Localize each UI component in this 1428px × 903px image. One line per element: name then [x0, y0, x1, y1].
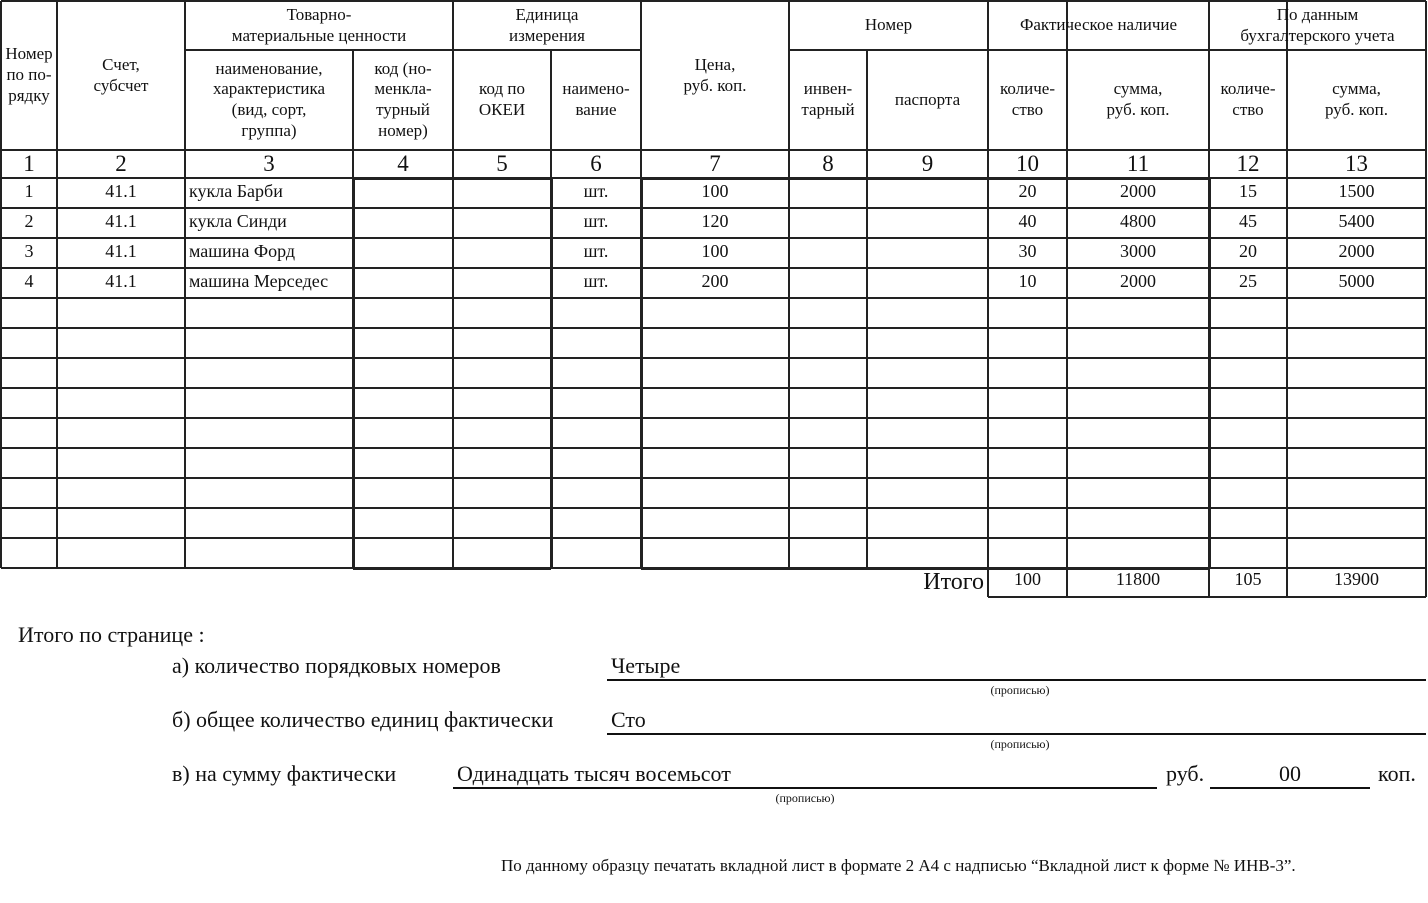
kop-underline [1210, 787, 1370, 789]
table-cell: 100 [701, 241, 729, 262]
header-book-sum: сумма, руб. коп. [1325, 79, 1388, 119]
row-line [1, 327, 1426, 328]
row-line [1, 507, 1426, 508]
column-number: 12 [1236, 150, 1260, 176]
header-group-number: Номер [864, 15, 913, 35]
table-cell: 20 [1018, 181, 1037, 202]
column-number: 6 [590, 150, 602, 176]
unit-count-label: б) общее количество единиц фактически [172, 707, 554, 732]
table-cell: 5400 [1338, 211, 1375, 232]
print-note: По данному образцу печатать вкладной лист в формате 2 А4 с надписью “Вкладной лист к форме № ИНВ-3”. [501, 856, 1296, 875]
table-cell: кукла Синди [189, 211, 287, 232]
table-cell: 40 [1018, 211, 1037, 232]
header-inventory: инвен- тарный [801, 79, 855, 119]
table-cell: 120 [701, 211, 729, 232]
table-cell: 3000 [1120, 241, 1156, 262]
table-cell: 200 [701, 271, 729, 292]
header-book-qty: количе- ство [1220, 79, 1276, 119]
column-number: 5 [496, 150, 508, 176]
row-line [1, 537, 1426, 538]
table-cell: 1 [24, 181, 34, 202]
row-line [1, 417, 1426, 418]
column-number: 10 [1016, 150, 1039, 176]
kop-label: коп. [1378, 761, 1416, 786]
actual-sum-hint: (прописью) [775, 791, 835, 805]
table-cell: 4800 [1120, 211, 1156, 232]
row-line [1, 477, 1426, 478]
table-cell: 4 [24, 271, 34, 292]
column-number: 7 [709, 150, 721, 176]
unit-count-value: Сто [611, 707, 646, 732]
header-code: код (но- менкла- турный номер) [374, 58, 432, 140]
table-cell: кукла Барби [189, 181, 283, 202]
actual-sum-underline [453, 787, 1157, 789]
unit-count-underline [607, 733, 1426, 735]
actual-sum-value: Одинадцать тысяч восемьсот [457, 761, 731, 786]
column-number: 13 [1345, 150, 1368, 176]
table-cell: 100 [701, 181, 729, 202]
thick-box-values [1208, 178, 1211, 568]
table-cell: 30 [1018, 241, 1037, 262]
header-group-tmc: Товарно- материальные ценности [231, 4, 407, 45]
totals-bottom-line [988, 596, 1426, 597]
thick-box-codes [550, 178, 553, 568]
header-actual-qty: количе- ство [999, 79, 1055, 119]
header-price: Цена, руб. коп. [683, 54, 747, 95]
row-line [1, 357, 1426, 358]
thick-box-codes [353, 567, 551, 570]
ordinal-count-value: Четыре [611, 653, 681, 678]
unit-count-hint: (прописью) [990, 737, 1050, 751]
table-cell: 25 [1239, 271, 1257, 292]
totals-book-sum: 13900 [1334, 568, 1379, 589]
totals-actual-qty: 100 [1014, 568, 1041, 589]
table-cell: 3 [24, 241, 34, 262]
header-group-accounting: По данным бухгалтерского учета [1240, 4, 1395, 45]
page-totals-title: Итого по странице : [18, 622, 205, 647]
table-cell: 2000 [1120, 181, 1156, 202]
totals-label: Итого [923, 568, 984, 595]
header-account: Счет, субсчет [93, 54, 149, 95]
header-name: наименование, характеристика (вид, сорт, группа) [212, 58, 326, 140]
row-line [1, 447, 1426, 448]
row-line [1, 297, 1426, 298]
column-number: 4 [397, 150, 409, 176]
column-number: 11 [1126, 150, 1150, 176]
table-cell: 41.1 [105, 271, 137, 292]
header-group-unit: Единица измерения [509, 4, 585, 45]
header-actual-sum: сумма, руб. коп. [1106, 79, 1170, 119]
table-cell: 45 [1239, 211, 1257, 232]
table-cell: 41.1 [105, 211, 137, 232]
totals-book-qty: 105 [1234, 568, 1262, 589]
column-number: 8 [822, 150, 834, 176]
actual-sum-label: в) на сумму фактически [172, 761, 397, 786]
header-group-actual: Фактическое наличие [1019, 15, 1178, 35]
row-line [1, 387, 1426, 388]
header-row-number: Номер по по- рядку [5, 44, 53, 105]
header-okei: код по ОКЕИ [478, 79, 526, 119]
table-cell: шт. [583, 181, 609, 202]
table-cell: 15 [1239, 181, 1257, 202]
column-number: 2 [115, 150, 127, 176]
table-cell: 41.1 [105, 241, 137, 262]
table-cell: 5000 [1338, 271, 1375, 292]
column-number: 9 [921, 150, 934, 176]
table-cell: 2000 [1338, 241, 1375, 262]
table-cell: 20 [1239, 241, 1257, 262]
ordinal-count-underline [607, 679, 1426, 681]
table-cell: шт. [583, 241, 609, 262]
header-unit-name: наимено- вание [562, 79, 630, 119]
table-cell: 41.1 [105, 181, 137, 202]
thick-box-values [640, 178, 643, 568]
table-cell: машина Форд [189, 241, 296, 262]
table-cell: 10 [1018, 271, 1037, 292]
table-cell: 2000 [1120, 271, 1156, 292]
rub-label: руб. [1166, 761, 1205, 786]
header-passport: паспорта [894, 89, 961, 109]
table-cell: машина Мерседес [189, 271, 329, 292]
kop-value: 00 [1279, 761, 1301, 786]
table-cell: 2 [24, 211, 34, 232]
table-cell: шт. [583, 211, 609, 232]
table-cell: 1500 [1338, 181, 1375, 202]
ordinal-count-hint: (прописью) [990, 683, 1050, 697]
table-cell: шт. [583, 271, 609, 292]
column-number: 1 [23, 150, 35, 176]
totals-actual-sum: 11800 [1115, 568, 1161, 589]
thick-box-codes [352, 178, 355, 568]
ordinal-count-label: а) количество порядковых номеров [172, 653, 501, 678]
column-number: 3 [263, 150, 275, 176]
